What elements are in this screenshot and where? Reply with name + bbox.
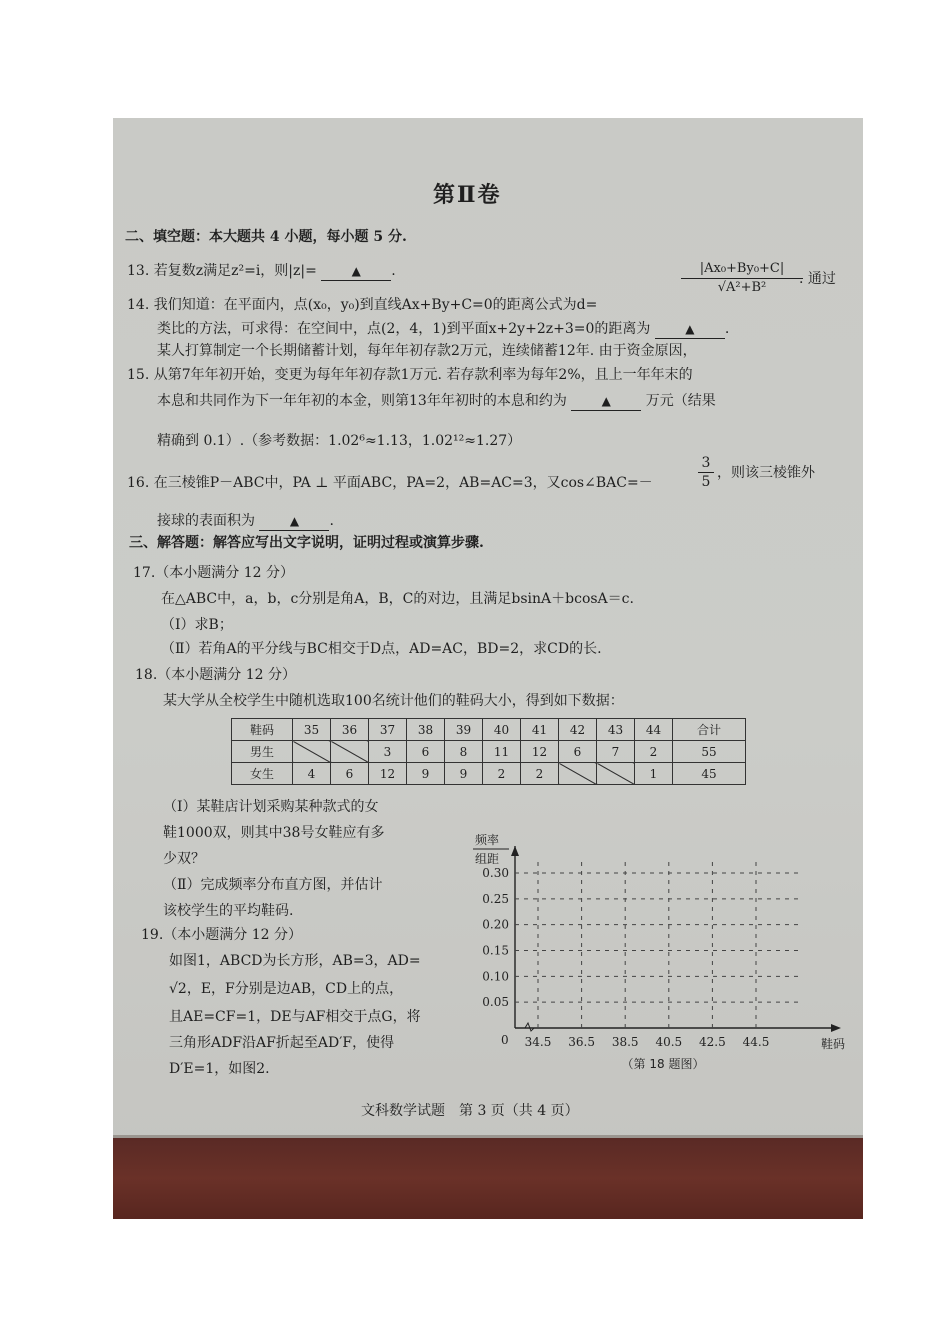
question-number: 14. [127, 297, 150, 313]
question-score: （本小题满分 12 分） [163, 927, 302, 943]
question-19-line: 如图1，ABCD为长方形，AB=3，AD= [169, 953, 421, 969]
formula-denominator: √A²+B² [717, 280, 767, 295]
question-17-part1: （Ⅰ）求B； [161, 617, 233, 633]
triangle-marker: ▲ [289, 514, 300, 528]
question-18-part2-line: （Ⅱ）完成频率分布直方图，并估计 [163, 877, 383, 893]
question-number: 15. [127, 367, 150, 383]
table-cell: 41 [521, 719, 559, 741]
table-cell: 2 [635, 741, 673, 763]
table-cell-slashed [559, 763, 597, 785]
table-cell: 8 [445, 741, 483, 763]
x-axis-label: 鞋码 [820, 1037, 845, 1051]
table-cell: 女生 [232, 763, 293, 785]
y-axis-arrow [511, 846, 519, 856]
x-tick-label: 40.5 [655, 1035, 683, 1049]
table-cell: 38 [407, 719, 445, 741]
question-15-line2 [127, 366, 693, 384]
question-text: 万元（结果 [645, 393, 716, 409]
page-title: 第Ⅱ卷 [433, 182, 502, 208]
question-number: 19. [141, 927, 164, 943]
question-text: 若复数z满足z²=i，则|z|= [153, 263, 317, 279]
y-tick-label: 0.10 [482, 969, 509, 984]
table-cell: 7 [597, 741, 635, 763]
question-18-header [135, 666, 296, 684]
origin-label: 0 [501, 1033, 509, 1047]
question-14-line1 [127, 296, 597, 314]
table-row [232, 763, 746, 785]
table-cell: 44 [635, 719, 673, 741]
exam-page-photo [113, 118, 863, 1219]
shoe-size-table [231, 718, 746, 785]
question-13: 13. 若复数z满足z²=i，则|z|= ▲ . [127, 263, 396, 279]
question-15-line4: 精确到 0.1）.（参考数据：1.02⁶≈1.13，1.02¹²≈1.27） [157, 433, 522, 449]
y-tick-label: 0.30 [482, 866, 509, 880]
question-text: 本息和共同作为下一年年初的本金，则第13年年初时的本息和约为 [157, 393, 567, 409]
table-cell: 12 [369, 763, 407, 785]
desk-background [113, 1138, 863, 1219]
question-19-line: D′E=1，如图2. [169, 1061, 270, 1077]
triangle-marker: ▲ [351, 264, 361, 278]
table-cell: 鞋码 [232, 719, 293, 741]
table-cell: 35 [293, 719, 331, 741]
question-19-line: √2，E，F分别是边AB，CD上的点， [169, 981, 404, 997]
y-tick-label: 0.05 [482, 995, 509, 1010]
frequency-histogram-chart [463, 828, 853, 1078]
table-cell: 36 [331, 719, 369, 741]
axis-break-mark [525, 1023, 534, 1031]
question-19-line: 且AE=CF=1，DE与AF相交于点G，将 [169, 1009, 421, 1025]
table-cell: 3 [369, 741, 407, 763]
question-15-line1: 某人打算制定一个长期储蓄计划，每年年初存款2万元，连续储蓄12年. 由于资金原因， [157, 343, 697, 359]
question-text: 类比的方法，可求得：在空间中，点(2，4，1)到平面x+2y+2z+3=0的距离为 [157, 321, 651, 337]
table-cell: 合计 [673, 719, 746, 741]
question-14-line2: 类比的方法，可求得：在空间中，点(2，4，1)到平面x+2y+2z+3=0的距离为 ▲ . [157, 321, 730, 337]
x-tick-label: 34.5 [524, 1035, 552, 1049]
y-axis-label-bottom: 组距 [475, 852, 500, 866]
table-cell: 2 [483, 763, 521, 785]
table-cell: 9 [445, 763, 483, 785]
question-number: 13. [127, 263, 150, 279]
x-tick-label: 36.5 [568, 1035, 595, 1049]
table-cell: 6 [407, 741, 445, 763]
y-tick-label: 0.25 [482, 891, 509, 906]
answer-blank [655, 320, 725, 339]
question-14-tail: . 通过 [799, 271, 836, 287]
x-axis-arrow [831, 1024, 841, 1032]
chart-caption: （第 18 题图） [621, 1057, 705, 1071]
question-16-tail: ，则该三棱锥外 [717, 465, 815, 481]
table-cell: 6 [559, 741, 597, 763]
x-tick-label: 44.5 [742, 1035, 770, 1049]
answer-blank [259, 512, 329, 531]
question-15-line3 [157, 392, 716, 411]
fraction-numerator: 3 [698, 454, 714, 473]
question-number: 17. [133, 565, 156, 581]
answer-blank [571, 392, 641, 411]
table-cell-slashed [293, 741, 331, 763]
table-cell-slashed [331, 741, 369, 763]
y-tick-label: 0.20 [482, 917, 509, 932]
x-tick-label: 42.5 [699, 1035, 726, 1049]
question-17-text: 在△ABC中，a，b，c分别是角A，B，C的对边，且满足bsinA＋bcosA＝c. [161, 591, 634, 607]
table-cell: 39 [445, 719, 483, 741]
formula-numerator: |Ax₀+By₀+C| [681, 260, 803, 279]
y-axis-label-top: 频率 [475, 833, 500, 847]
table-cell: 43 [597, 719, 635, 741]
question-18-part1-line: 少双？ [163, 851, 205, 867]
question-19-line: 三角形ADF沿AF折起至AD′F，使得 [169, 1035, 395, 1051]
distance-formula [681, 260, 803, 297]
table-cell: 55 [673, 741, 746, 763]
question-16-line1 [127, 474, 653, 492]
table-cell: 男生 [232, 741, 293, 763]
table-cell: 42 [559, 719, 597, 741]
table-cell: 40 [483, 719, 521, 741]
question-score: （本小题满分 12 分） [157, 667, 296, 683]
table-cell: 45 [673, 763, 746, 785]
question-18-intro: 某大学从全校学生中随机选取100名统计他们的鞋码大小，得到如下数据： [163, 693, 624, 709]
section2-heading: 二、填空题：本大题共 4 小题，每小题 5 分. [125, 229, 407, 245]
cos-fraction [698, 454, 714, 491]
table-cell: 6 [331, 763, 369, 785]
question-number: 18. [135, 667, 158, 683]
question-text: 我们知道：在平面内，点(x₀，y₀)到直线Ax+By+C=0的距离公式为d= [153, 297, 598, 313]
table-row [232, 741, 746, 763]
table-header-row [232, 719, 746, 741]
question-text: 在三棱锥P－ABC中，PA ⊥ 平面ABC，PA=2，AB=AC=3，又cos∠BAC=－ [153, 475, 653, 491]
fraction-denominator: 5 [701, 474, 711, 490]
section3-heading: 三、解答题：解答应写出文字说明，证明过程或演算步骤. [129, 535, 484, 551]
question-16-line2: 接球的表面积为 ▲ . [157, 513, 334, 529]
question-17-header [133, 564, 294, 582]
triangle-marker: ▲ [601, 394, 611, 408]
table-cell-slashed [597, 763, 635, 785]
page-footer: 文科数学试题 第 3 页（共 4 页） [361, 1103, 579, 1119]
question-18-part1-line: （Ⅰ）某鞋店计划采购某种款式的女 [163, 799, 379, 815]
question-score: （本小题满分 12 分） [155, 565, 294, 581]
question-18-part1-line: 鞋1000双，则其中38号女鞋应有多 [163, 825, 385, 841]
triangle-marker: ▲ [685, 322, 695, 336]
question-18-part2-line: 该校学生的平均鞋码. [163, 903, 294, 919]
question-19-header [141, 926, 302, 944]
question-text: 接球的表面积为 [157, 513, 255, 529]
table-cell: 9 [407, 763, 445, 785]
answer-blank [321, 262, 391, 281]
question-number: 16. [127, 475, 150, 491]
question-17-part2: （Ⅱ）若角A的平分线与BC相交于D点，AD=AC，BD=2，求CD的长. [161, 641, 602, 657]
table-cell: 1 [635, 763, 673, 785]
table-cell: 11 [483, 741, 521, 763]
y-tick-label: 0.15 [482, 943, 509, 958]
table-cell: 12 [521, 741, 559, 763]
x-tick-label: 38.5 [611, 1035, 639, 1049]
table-cell: 4 [293, 763, 331, 785]
table-cell: 37 [369, 719, 407, 741]
question-text: 从第7年年初开始，变更为每年年初存款1万元. 若存款利率为每年2%，且上一年年末的 [153, 367, 693, 383]
table-cell: 2 [521, 763, 559, 785]
